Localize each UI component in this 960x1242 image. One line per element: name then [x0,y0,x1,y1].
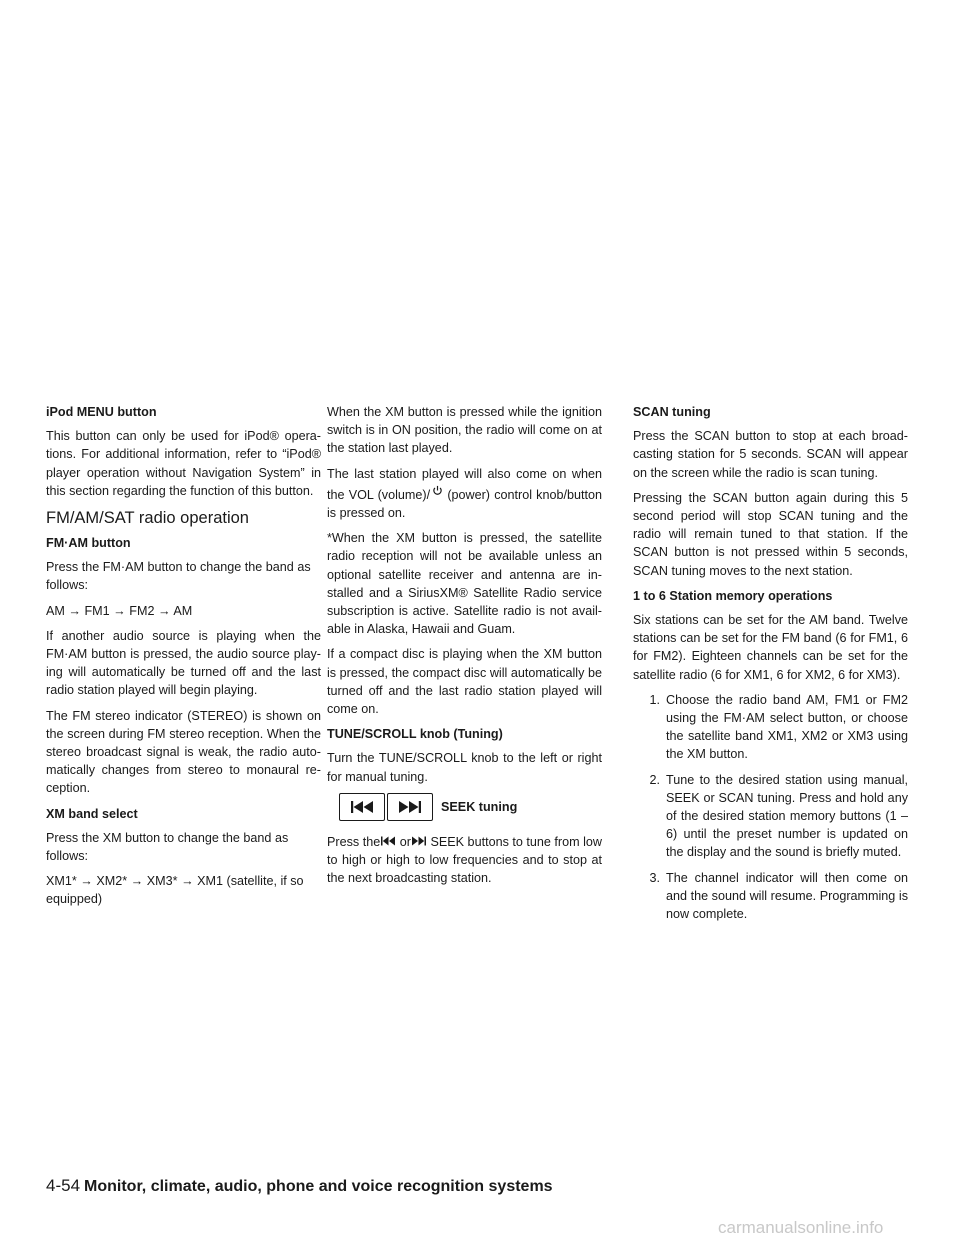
tune-scroll-text: Turn the TUNE/SCROLL knob to the left or right for manual tuning. [327,751,602,784]
list-item [633,691,908,764]
seek-text-a: Press the [327,834,381,849]
step-number: 2. [649,772,660,787]
last-station-text-a: The last station played will also come on when the VOL (volume)/ [327,466,602,502]
skip-back-icon [349,800,375,814]
xm-band-text: Press the XM button to change the band as follows: [46,830,289,864]
chapter-title: Monitor, climate, audio, phone and voice recognition systems [84,1178,553,1195]
list-item [633,771,908,862]
step-number: 3. [649,870,660,885]
skip-forward-icon [411,833,427,843]
tune-scroll-heading: TUNE/SCROLL knob (Tuning) [327,727,503,742]
step-number: 1. [649,692,660,707]
memory-heading: 1 to 6 Station memory operations [633,588,833,603]
scan-text-1: Press the SCAN button to stop at each broad- casting station for 5 seconds. SCAN will appear on the screen while the radio is scan tuning. [633,429,908,480]
skip-back-icon [380,833,396,843]
compact-disc-text: If a compact disc is playing when the XM button is pressed, the compact disc will automatically be turned off and the last radio station played will come on. [327,647,602,717]
column-2 [327,403,602,894]
seek-buttons-illustration [339,793,602,821]
last-station-text-b: (power) control knob/button is pressed on. [327,487,603,521]
seek-text [327,833,602,888]
scan-tuning-heading: SCAN tuning [633,405,711,419]
page-number: 4-54 [46,1176,81,1195]
step-text: Choose the radio band AM, FM1 or FM2 using the FM·AM select button, or choose the satellite band XM1, XM2 or XM3 using the XM button. [666,692,908,762]
fmam-text-3: The FM stereo indicator (STEREO) is shown on the screen during FM stereo reception. When the stereo broadcast signal is weak, the radio auto- matically changes from stereo to monaural re- ception. [46,708,321,796]
seek-back-button [339,793,385,821]
xm-note-text: *When the XM button is pressed, the satellite radio reception will not be available unless an optional satellite receiver and antenna are in- stalled and a SiriusXM® Satellite Radio service subscription is active. Satellite radio is not avail- able in Alaska, Hawaii and Guam. [327,531,602,637]
ipod-menu-text: This button can only be used for iPod® opera- tions. For additional information, refer to “iPod® player operation without Navigation System” in this section regarding the function of this button. [46,429,321,498]
column-3 [633,403,908,930]
scan-text-2: Pressing the SCAN button again during this 5 second period will stop SCAN tuning and the radio will remain tuned to that station. If the SCAN button is not pressed within 5 seconds, SCAN tuning moves to the next station. [633,490,908,578]
watermark: carmanualsonline.info [718,1218,884,1237]
fmam-text-2: If another audio source is playing when the FM·AM button is pressed, the audio source play- ing will automatically be turned off and the last radio station played will begin playing. [46,628,321,698]
page-footer [46,1176,946,1197]
section-title: FM/AM/SAT radio operation [46,509,249,528]
skip-forward-icon [397,800,423,814]
ipod-menu-heading: iPod MENU button [46,405,157,419]
seek-tuning-label: SEEK tuning [441,799,518,814]
step-text: The channel indicator will then come on and the sound will resume. Programming is now complete. [666,870,908,922]
last-station-text [327,465,602,523]
seek-forward-button [387,793,433,821]
seek-text-b: SEEK buttons to tune from low to high or high to low frequencies and to stop at the next broadcasting station. [327,834,603,886]
step-text: Tune to the desired station using manual, SEEK or SCAN tuning. Press and hold any of the desired station memory buttons (1 – 6) until the preset number is updated on the display and the sound is briefly muted. [666,772,908,860]
fmam-heading: FM·AM button [46,536,131,551]
memory-text: Six stations can be set for the AM band. Twelve stations can be set for the FM band (6 for FM1, 6 for FM2). Eighteen channels can be set for the satellite radio (6 for XM1, 6 for XM2, 6 for XM3). [633,613,908,682]
xm-band-heading: XM band select [46,806,138,821]
column-1 [46,403,321,916]
xm-ignition-text: When the XM button is pressed while the ignition switch is in ON position, the radio will come on at the station last played. [327,405,602,456]
power-icon [432,483,443,494]
xm-sequence: XM1* → XM2* → XM3* → XM1 (satellite, if so equipped) [46,874,304,907]
list-item [633,869,908,924]
fmam-sequence: AM → FM1 → FM2 → AM [46,603,193,618]
fmam-text: Press the FM·AM button to change the band as follows: [46,560,311,593]
seek-text-or: or [399,834,411,849]
memory-steps [633,691,908,923]
